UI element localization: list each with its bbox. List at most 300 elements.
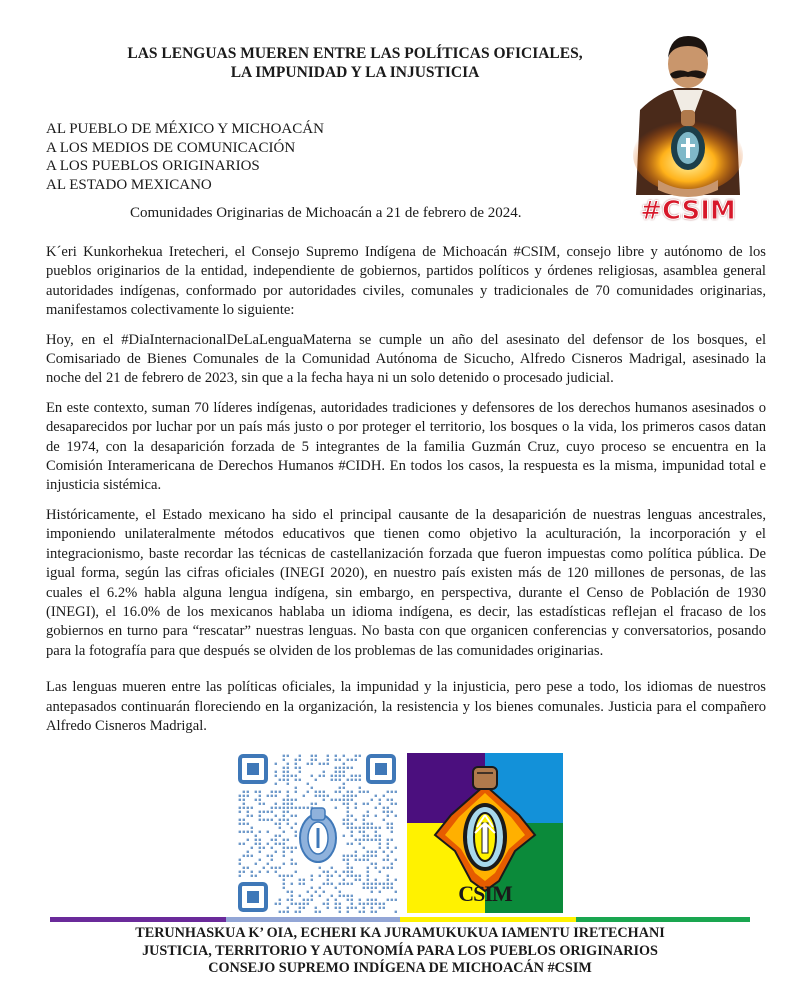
qr-module	[387, 875, 389, 877]
qr-module	[379, 827, 381, 829]
qr-module	[335, 775, 337, 777]
qr-module	[291, 895, 293, 897]
qr-module	[303, 807, 305, 809]
qr-module	[339, 787, 341, 789]
qr-module	[351, 907, 353, 909]
qr-module	[267, 795, 269, 797]
qr-module	[343, 871, 345, 873]
qr-module	[299, 779, 301, 781]
qr-module	[283, 775, 285, 777]
qr-module	[355, 907, 357, 909]
qr-module	[279, 791, 281, 793]
qr-module	[291, 851, 293, 853]
qr-module	[359, 839, 361, 841]
qr-module	[279, 867, 281, 869]
qr-module	[331, 895, 333, 897]
qr-module	[271, 855, 273, 857]
qr-module	[347, 867, 349, 869]
qr-module	[295, 831, 297, 833]
qr-module	[307, 763, 309, 765]
qr-module	[359, 755, 361, 757]
qr-module	[295, 903, 297, 905]
qr-module	[347, 855, 349, 857]
recipient-line: AL PUEBLO DE MÉXICO Y MICHOACÁN	[46, 121, 324, 137]
qr-module	[335, 767, 337, 769]
qr-module	[347, 811, 349, 813]
qr-module	[283, 755, 285, 757]
qr-module	[263, 847, 265, 849]
qr-module	[335, 779, 337, 781]
qr-module	[335, 903, 337, 905]
qr-module	[383, 807, 385, 809]
qr-module	[359, 879, 361, 881]
qr-module	[303, 879, 305, 881]
qr-module	[275, 803, 277, 805]
qr-module	[279, 835, 281, 837]
qr-module	[275, 783, 277, 785]
qr-module	[375, 883, 377, 885]
qr-module	[295, 775, 297, 777]
qr-module	[279, 827, 281, 829]
qr-module	[259, 799, 261, 801]
qr-module	[379, 843, 381, 845]
qr-module	[291, 807, 293, 809]
qr-module	[371, 863, 373, 865]
footer-line: TERUNHASKUA K’ OIA, ECHERI KA JURAMUKUKUA IAMENTU IRETECHANI	[135, 925, 665, 941]
qr-module	[239, 823, 241, 825]
qr-module	[343, 795, 345, 797]
qr-module	[387, 799, 389, 801]
qr-module	[375, 807, 377, 809]
qr-module	[239, 819, 241, 821]
qr-module	[379, 891, 381, 893]
qr-module	[279, 823, 281, 825]
qr-module	[375, 795, 377, 797]
qr-module	[243, 855, 245, 857]
qr-module	[287, 803, 289, 805]
qr-module	[347, 899, 349, 901]
qr-module	[355, 807, 357, 809]
qr-module	[283, 771, 285, 773]
qr-module	[339, 903, 341, 905]
qr-module	[395, 847, 397, 849]
qr-module	[335, 887, 337, 889]
qr-center-logo	[300, 808, 336, 862]
qr-module	[243, 843, 245, 845]
qr-module	[347, 807, 349, 809]
qr-module	[391, 791, 393, 793]
qr-module	[367, 839, 369, 841]
qr-module	[383, 883, 385, 885]
qr-module	[355, 839, 357, 841]
qr-module	[347, 779, 349, 781]
qr-module	[323, 771, 325, 773]
qr-module	[319, 763, 321, 765]
qr-module	[299, 911, 301, 913]
qr-module	[287, 775, 289, 777]
qr-module	[343, 803, 345, 805]
qr-module	[371, 903, 373, 905]
qr-module	[247, 851, 249, 853]
qr-module	[319, 795, 321, 797]
qr-module	[343, 771, 345, 773]
qr-module	[251, 827, 253, 829]
qr-module	[307, 899, 309, 901]
qr-module	[375, 903, 377, 905]
qr-module	[371, 823, 373, 825]
qr-module	[323, 891, 325, 893]
qr-module	[299, 767, 301, 769]
qr-module	[259, 819, 261, 821]
qr-module	[243, 831, 245, 833]
title-line: LAS LENGUAS MUEREN ENTRE LAS POLÍTICAS OFICIALES,	[127, 45, 583, 62]
qr-module	[287, 911, 289, 913]
qr-module	[255, 843, 257, 845]
qr-module	[323, 775, 325, 777]
qr-module	[347, 791, 349, 793]
qr-module	[359, 827, 361, 829]
qr-module	[243, 791, 245, 793]
qr-module	[283, 911, 285, 913]
qr-module	[287, 907, 289, 909]
qr-module	[351, 871, 353, 873]
qr-module	[375, 911, 377, 913]
qr-module	[351, 875, 353, 877]
qr-module	[351, 831, 353, 833]
qr-module	[391, 799, 393, 801]
qr-module	[339, 883, 341, 885]
qr-module	[387, 791, 389, 793]
qr-module	[363, 803, 365, 805]
flag-label: CSIM	[458, 881, 512, 906]
qr-module	[295, 787, 297, 789]
qr-module	[303, 899, 305, 901]
qr-module	[247, 811, 249, 813]
qr-module	[343, 755, 345, 757]
qr-module	[323, 791, 325, 793]
qr-module	[363, 815, 365, 817]
qr-module	[395, 815, 397, 817]
qr-module	[247, 855, 249, 857]
qr-module	[279, 875, 281, 877]
qr-module	[367, 835, 369, 837]
qr-module	[371, 851, 373, 853]
qr-module	[283, 839, 285, 841]
qr-module	[347, 815, 349, 817]
qr-module	[367, 859, 369, 861]
qr-module	[391, 899, 393, 901]
qr-module	[239, 863, 241, 865]
qr-module	[371, 907, 373, 909]
qr-module	[371, 891, 373, 893]
qr-module	[367, 879, 369, 881]
stripe-purple	[50, 917, 226, 922]
qr-module	[367, 827, 369, 829]
qr-module	[375, 879, 377, 881]
qr-module	[395, 879, 397, 881]
qr-module	[311, 895, 313, 897]
qr-module	[243, 819, 245, 821]
qr-module	[247, 839, 249, 841]
qr-module	[275, 823, 277, 825]
qr-module	[287, 847, 289, 849]
qr-module	[271, 819, 273, 821]
paragraph: En este contexto, suman 70 líderes indígenas, autoridades tradiciones y defensores de los derechos humanos asesinados o desaparecidos por luchar por un país más justo o por proteger el territorio, los bosques o la vida, los primeros casos datan de 1974, con la desaparición forzada de 5 integrantes de la familia Guzmán Cruz, cuyo proceso se encuentra en la Comisión Interamericana de Derechos Humanos #CIDH. En todos los casos, la respuesta es la misma, impunidad total e injusticia sistémica.	[46, 399, 766, 494]
qr-module	[331, 883, 333, 885]
qr-module	[347, 767, 349, 769]
qr-module	[359, 791, 361, 793]
qr-module	[387, 883, 389, 885]
qr-module	[247, 791, 249, 793]
qr-module	[351, 767, 353, 769]
qr-module	[339, 911, 341, 913]
qr-module	[259, 871, 261, 873]
qr-module	[327, 763, 329, 765]
qr-module	[239, 871, 241, 873]
qr-module	[287, 767, 289, 769]
qr-module	[251, 831, 253, 833]
qr-module	[239, 795, 241, 797]
qr-module	[263, 867, 265, 869]
qr-module	[287, 779, 289, 781]
qr-module	[283, 831, 285, 833]
qr-module	[287, 823, 289, 825]
qr-module	[319, 775, 321, 777]
qr-module	[315, 791, 317, 793]
qr-module	[371, 839, 373, 841]
qr-module	[259, 815, 261, 817]
qr-module	[335, 759, 337, 761]
qr-module	[359, 899, 361, 901]
qr-module	[335, 871, 337, 873]
qr-module	[283, 815, 285, 817]
qr-module	[359, 875, 361, 877]
qr-module	[295, 807, 297, 809]
qr-module	[367, 851, 369, 853]
qr-module	[339, 907, 341, 909]
qr-module	[279, 843, 281, 845]
qr-module	[391, 839, 393, 841]
qr-module	[259, 795, 261, 797]
qr-module	[327, 871, 329, 873]
qr-module	[287, 819, 289, 821]
qr-module	[339, 799, 341, 801]
qr-module	[391, 831, 393, 833]
qr-module	[251, 855, 253, 857]
qr-module	[323, 871, 325, 873]
qr-module	[275, 835, 277, 837]
qr-module	[343, 783, 345, 785]
qr-module	[375, 863, 377, 865]
qr-module	[351, 815, 353, 817]
qr-module	[351, 855, 353, 857]
qr-module	[383, 851, 385, 853]
qr-module	[299, 895, 301, 897]
qr-module	[275, 763, 277, 765]
qr-module	[347, 863, 349, 865]
qr-module	[303, 903, 305, 905]
qr-module	[391, 803, 393, 805]
qr-module	[283, 803, 285, 805]
qr-module	[371, 883, 373, 885]
qr-module	[287, 783, 289, 785]
qr-module	[391, 851, 393, 853]
qr-module	[311, 879, 313, 881]
qr-module	[387, 899, 389, 901]
qr-module	[331, 779, 333, 781]
date-line: Comunidades Originarias de Michoacán a 21 de febrero de 2024.	[130, 205, 522, 221]
qr-module	[355, 755, 357, 757]
qr-module	[279, 807, 281, 809]
qr-module	[359, 903, 361, 905]
qr-module	[259, 803, 261, 805]
qr-module	[287, 763, 289, 765]
qr-module	[347, 883, 349, 885]
qr-module	[315, 779, 317, 781]
qr-module	[331, 875, 333, 877]
qr-finder-center	[247, 763, 259, 775]
qr-module	[339, 875, 341, 877]
qr-module	[351, 883, 353, 885]
hero-badge: #CSIM	[640, 196, 736, 226]
stripe-lavender	[226, 917, 400, 922]
qr-module	[339, 775, 341, 777]
qr-module	[343, 835, 345, 837]
qr-module	[251, 875, 253, 877]
qr-module	[295, 799, 297, 801]
qr-module	[311, 875, 313, 877]
qr-module	[279, 911, 281, 913]
qr-module	[387, 879, 389, 881]
qr-module	[335, 791, 337, 793]
qr-module	[271, 807, 273, 809]
qr-module	[359, 787, 361, 789]
qr-module	[387, 811, 389, 813]
qr-module	[259, 847, 261, 849]
qr-module	[375, 899, 377, 901]
qr-module	[323, 903, 325, 905]
qr-module	[267, 831, 269, 833]
qr-module	[291, 799, 293, 801]
qr-module	[343, 775, 345, 777]
qr-module	[307, 783, 309, 785]
qr-module	[255, 875, 257, 877]
qr-module	[371, 855, 373, 857]
qr-module	[239, 843, 241, 845]
qr-module	[291, 847, 293, 849]
qr-module	[359, 831, 361, 833]
qr-module	[391, 867, 393, 869]
qr-module	[299, 755, 301, 757]
qr-module	[263, 803, 265, 805]
qr-module	[355, 879, 357, 881]
qr-module	[323, 799, 325, 801]
qr-module	[347, 895, 349, 897]
qr-module	[355, 819, 357, 821]
qr-module	[375, 887, 377, 889]
qr-module	[299, 807, 301, 809]
qr-module	[243, 871, 245, 873]
title-line: LA IMPUNIDAD Y LA INJUSTICIA	[230, 64, 480, 81]
qr-module	[367, 899, 369, 901]
qr-module	[395, 803, 397, 805]
qr-module	[331, 867, 333, 869]
qr-module	[283, 807, 285, 809]
qr-module	[379, 839, 381, 841]
qr-module	[295, 823, 297, 825]
qr-module	[287, 839, 289, 841]
hero-illustration	[618, 30, 758, 226]
qr-module	[335, 807, 337, 809]
qr-module	[327, 755, 329, 757]
qr-code[interactable]	[238, 754, 398, 914]
qr-module	[291, 775, 293, 777]
qr-module	[283, 847, 285, 849]
qr-module	[275, 839, 277, 841]
qr-module	[391, 823, 393, 825]
qr-module	[303, 907, 305, 909]
qr-module	[387, 823, 389, 825]
qr-module	[319, 895, 321, 897]
qr-module	[299, 771, 301, 773]
qr-module	[239, 807, 241, 809]
qr-module	[291, 891, 293, 893]
qr-module	[387, 867, 389, 869]
qr-module	[251, 815, 253, 817]
qr-module	[387, 887, 389, 889]
qr-module	[351, 759, 353, 761]
qr-module	[335, 771, 337, 773]
qr-module	[255, 839, 257, 841]
qr-module	[279, 779, 281, 781]
qr-module	[295, 763, 297, 765]
qr-module	[347, 759, 349, 761]
qr-module	[383, 903, 385, 905]
qr-module	[275, 871, 277, 873]
qr-module	[323, 763, 325, 765]
qr-module	[379, 847, 381, 849]
qr-module	[379, 803, 381, 805]
qr-module	[319, 911, 321, 913]
qr-module	[375, 855, 377, 857]
qr-module	[295, 779, 297, 781]
qr-module	[367, 815, 369, 817]
qr-module	[339, 779, 341, 781]
qr-module	[295, 871, 297, 873]
qr-module	[335, 755, 337, 757]
qr-module	[339, 895, 341, 897]
qr-module	[259, 859, 261, 861]
qr-module	[287, 811, 289, 813]
qr-module	[367, 855, 369, 857]
qr-module	[367, 903, 369, 905]
qr-module	[387, 843, 389, 845]
recipient-line: A LOS PUEBLOS ORIGINARIOS	[46, 158, 260, 174]
qr-module	[363, 911, 365, 913]
qr-module	[315, 803, 317, 805]
qr-module	[311, 755, 313, 757]
qr-module	[263, 819, 265, 821]
qr-module	[291, 859, 293, 861]
qr-module	[311, 787, 313, 789]
qr-module	[331, 799, 333, 801]
qr-module	[383, 859, 385, 861]
qr-module	[259, 839, 261, 841]
qr-module	[351, 779, 353, 781]
qr-module	[347, 819, 349, 821]
qr-module	[327, 883, 329, 885]
qr-module	[367, 883, 369, 885]
